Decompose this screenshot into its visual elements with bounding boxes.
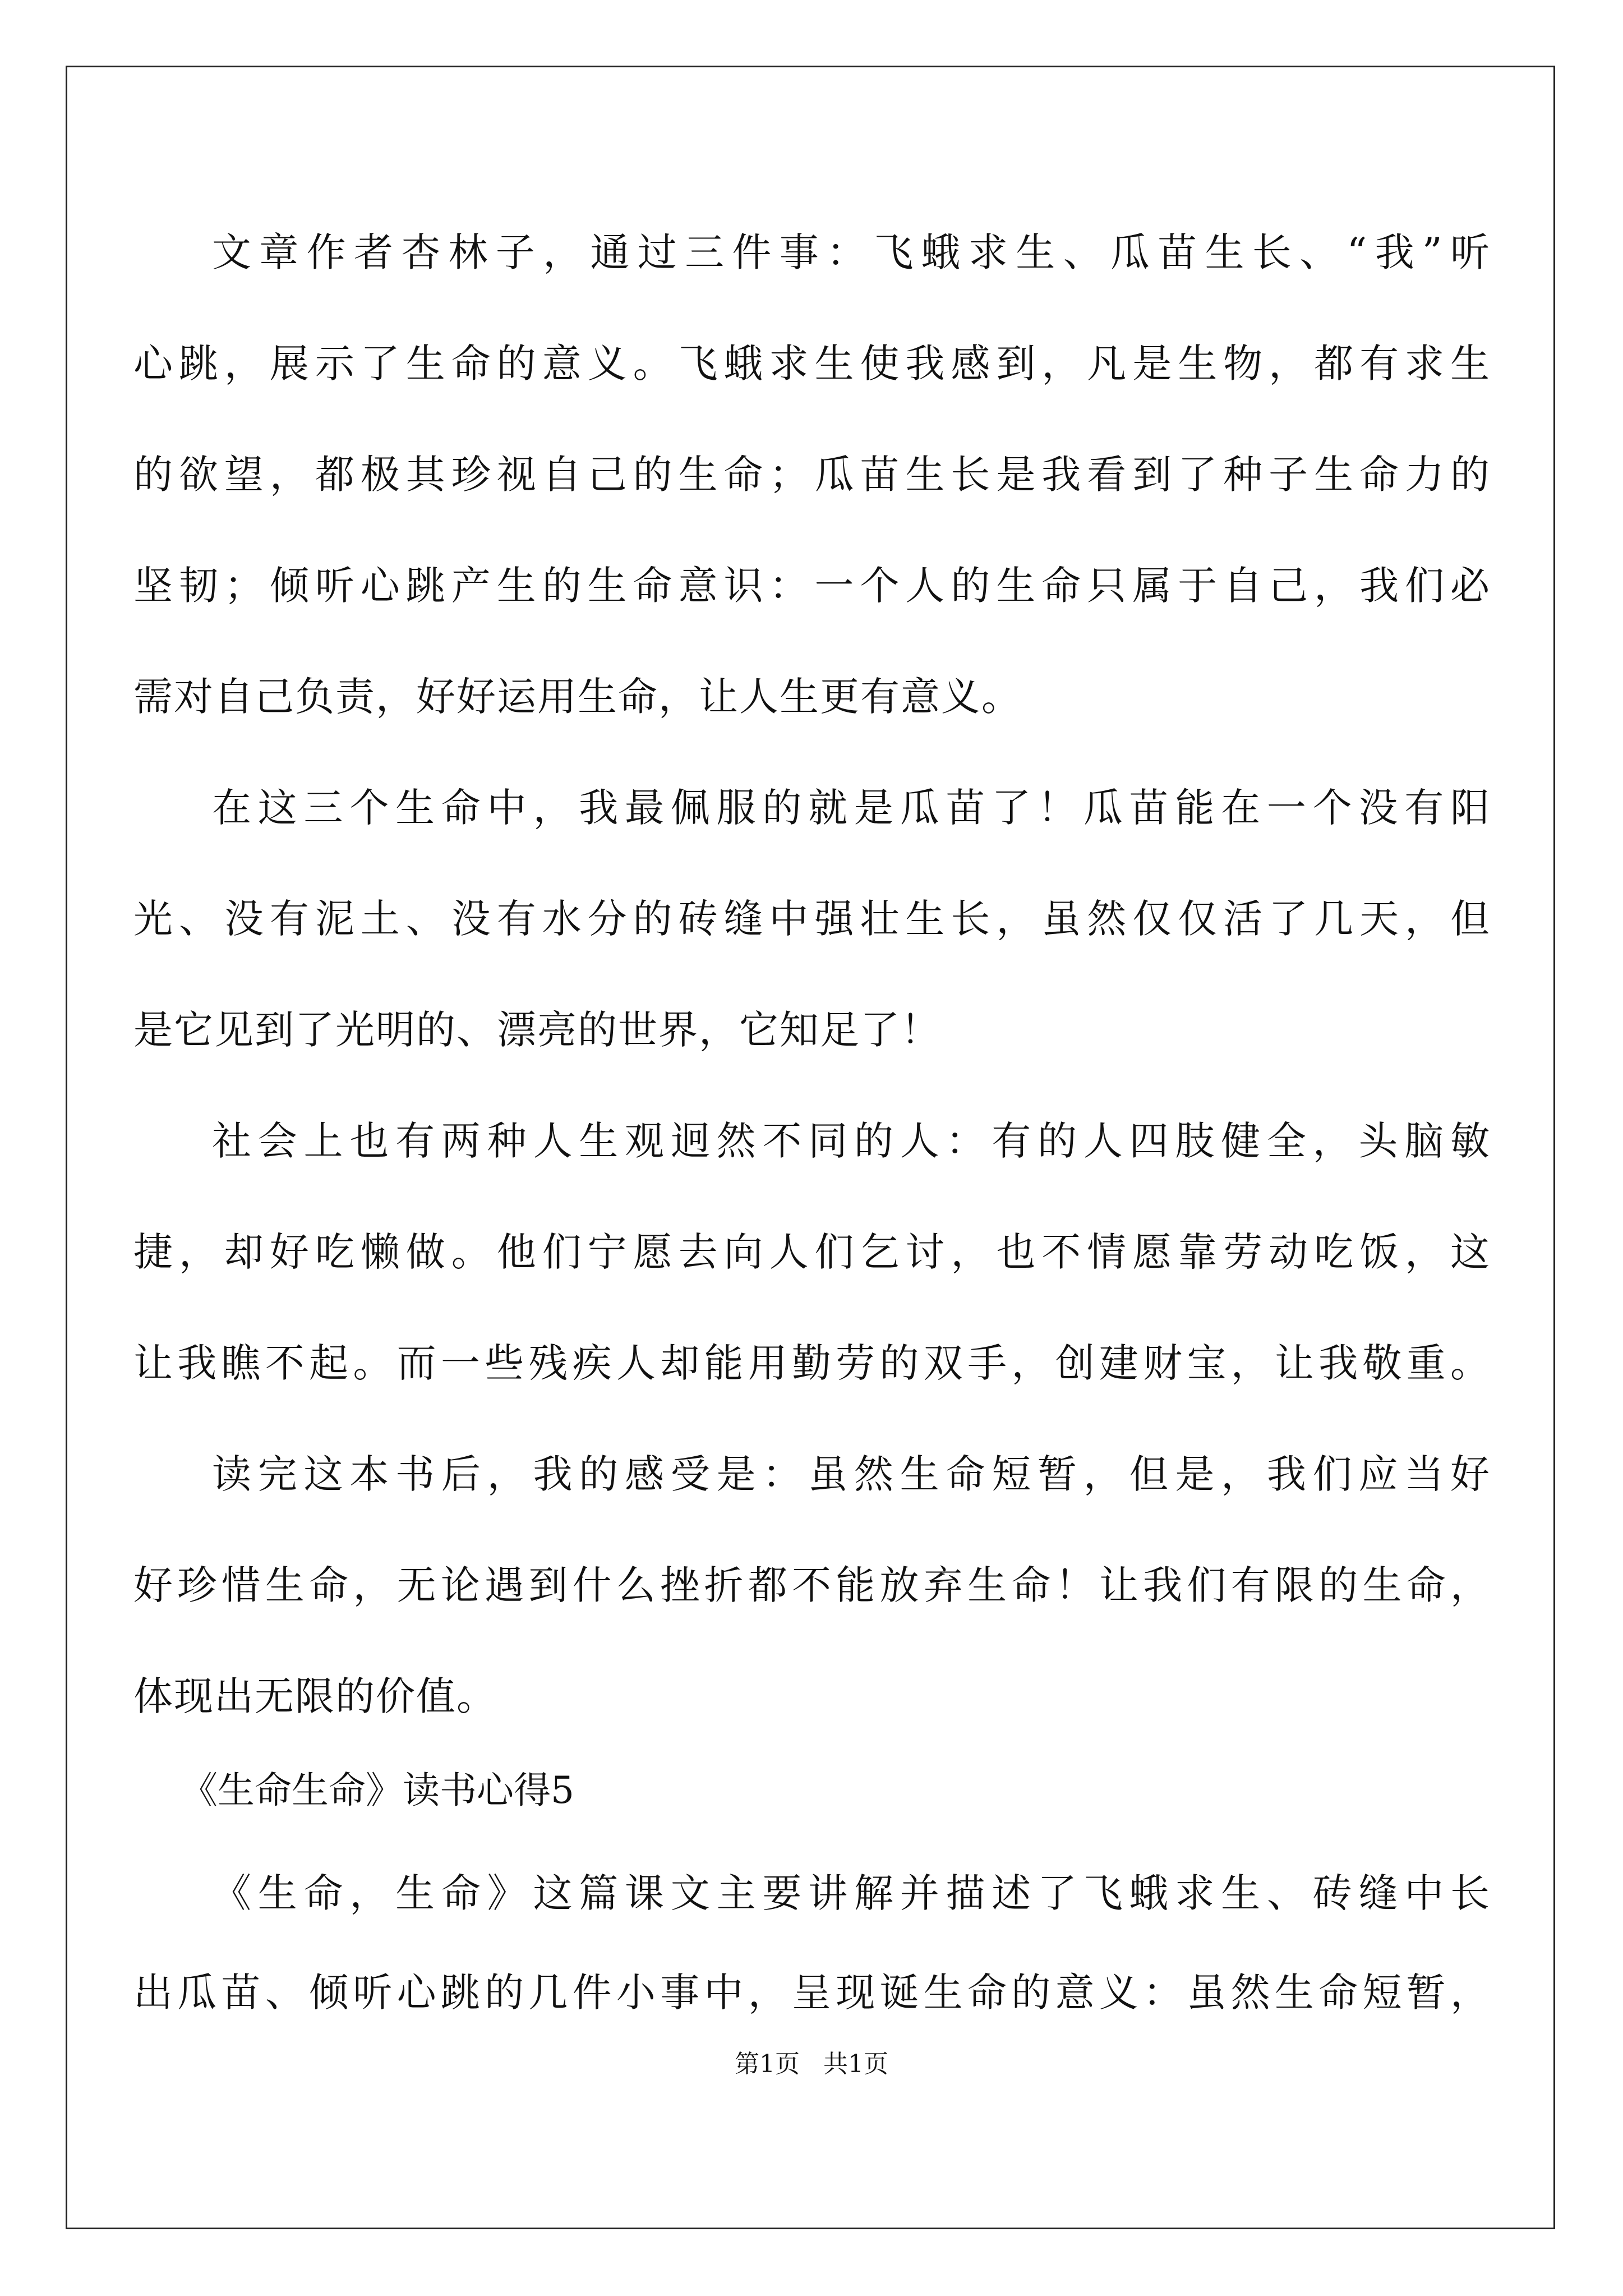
- paragraph-1-line-4: 坚韧；倾听心跳产生的生命意识：一个人的生命只属于自己，我们必: [133, 563, 1491, 609]
- paragraph-1-line-2: 心跳，展示了生命的意义。飞蛾求生使我感到，凡是生物，都有求生: [133, 341, 1491, 386]
- paragraph-4-line-3: 体现出无限的价值。: [133, 1673, 497, 1719]
- page-number: 第1页: [735, 2050, 800, 2078]
- paragraph-2-line-2: 光、没有泥土、没有水分的砖缝中强壮生长，虽然仅仅活了几天，但: [133, 896, 1491, 942]
- paragraph-2-line-1: 在这三个生命中，我最佩服的就是瓜苗了！瓜苗能在一个没有阳: [212, 785, 1491, 831]
- total-pages: 共1页: [823, 2050, 888, 2078]
- paragraph-3-line-3: 让我瞧不起。而一些残疾人却能用勤劳的双手，创建财宝，让我敬重。: [133, 1340, 1491, 1386]
- paragraph-2-line-3: 是它见到了光明的、漂亮的世界，它知足了！: [133, 1007, 941, 1053]
- paragraph-1-line-1: 文章作者杏林子，通过三件事：飞蛾求生、瓜苗生长、“我”听: [212, 229, 1491, 275]
- paragraph-3-line-1: 社会上也有两种人生观迥然不同的人：有的人四肢健全，头脑敏: [212, 1118, 1491, 1164]
- paragraph-1-line-3: 的欲望，都极其珍视自己的生命；瓜苗生长是我看到了种子生命力的: [133, 452, 1491, 498]
- paragraph-5-line-1: 《生命，生命》这篇课文主要讲解并描述了飞蛾求生、砖缝中长: [212, 1870, 1491, 1916]
- paragraph-1-line-5: 需对自己负责，好好运用生命，让人生更有意义。: [133, 674, 1022, 720]
- paragraph-4-line-2: 好珍惜生命，无论遇到什么挫折都不能放弃生命！让我们有限的生命，: [133, 1562, 1491, 1608]
- page-footer: [0, 2047, 1623, 2081]
- paragraph-4-line-1: 读完这本书后，我的感受是：虽然生命短暂，但是，我们应当好: [212, 1451, 1491, 1497]
- section-title: 《生命生命》读书心得5: [181, 1769, 574, 1812]
- paragraph-5-line-2: 出瓜苗、倾听心跳的几件小事中，呈现诞生命的意义：虽然生命短暂，: [133, 1970, 1491, 2016]
- paragraph-3-line-2: 捷，却好吃懒做。他们宁愿去向人们乞讨，也不情愿靠劳动吃饭，这: [133, 1229, 1491, 1275]
